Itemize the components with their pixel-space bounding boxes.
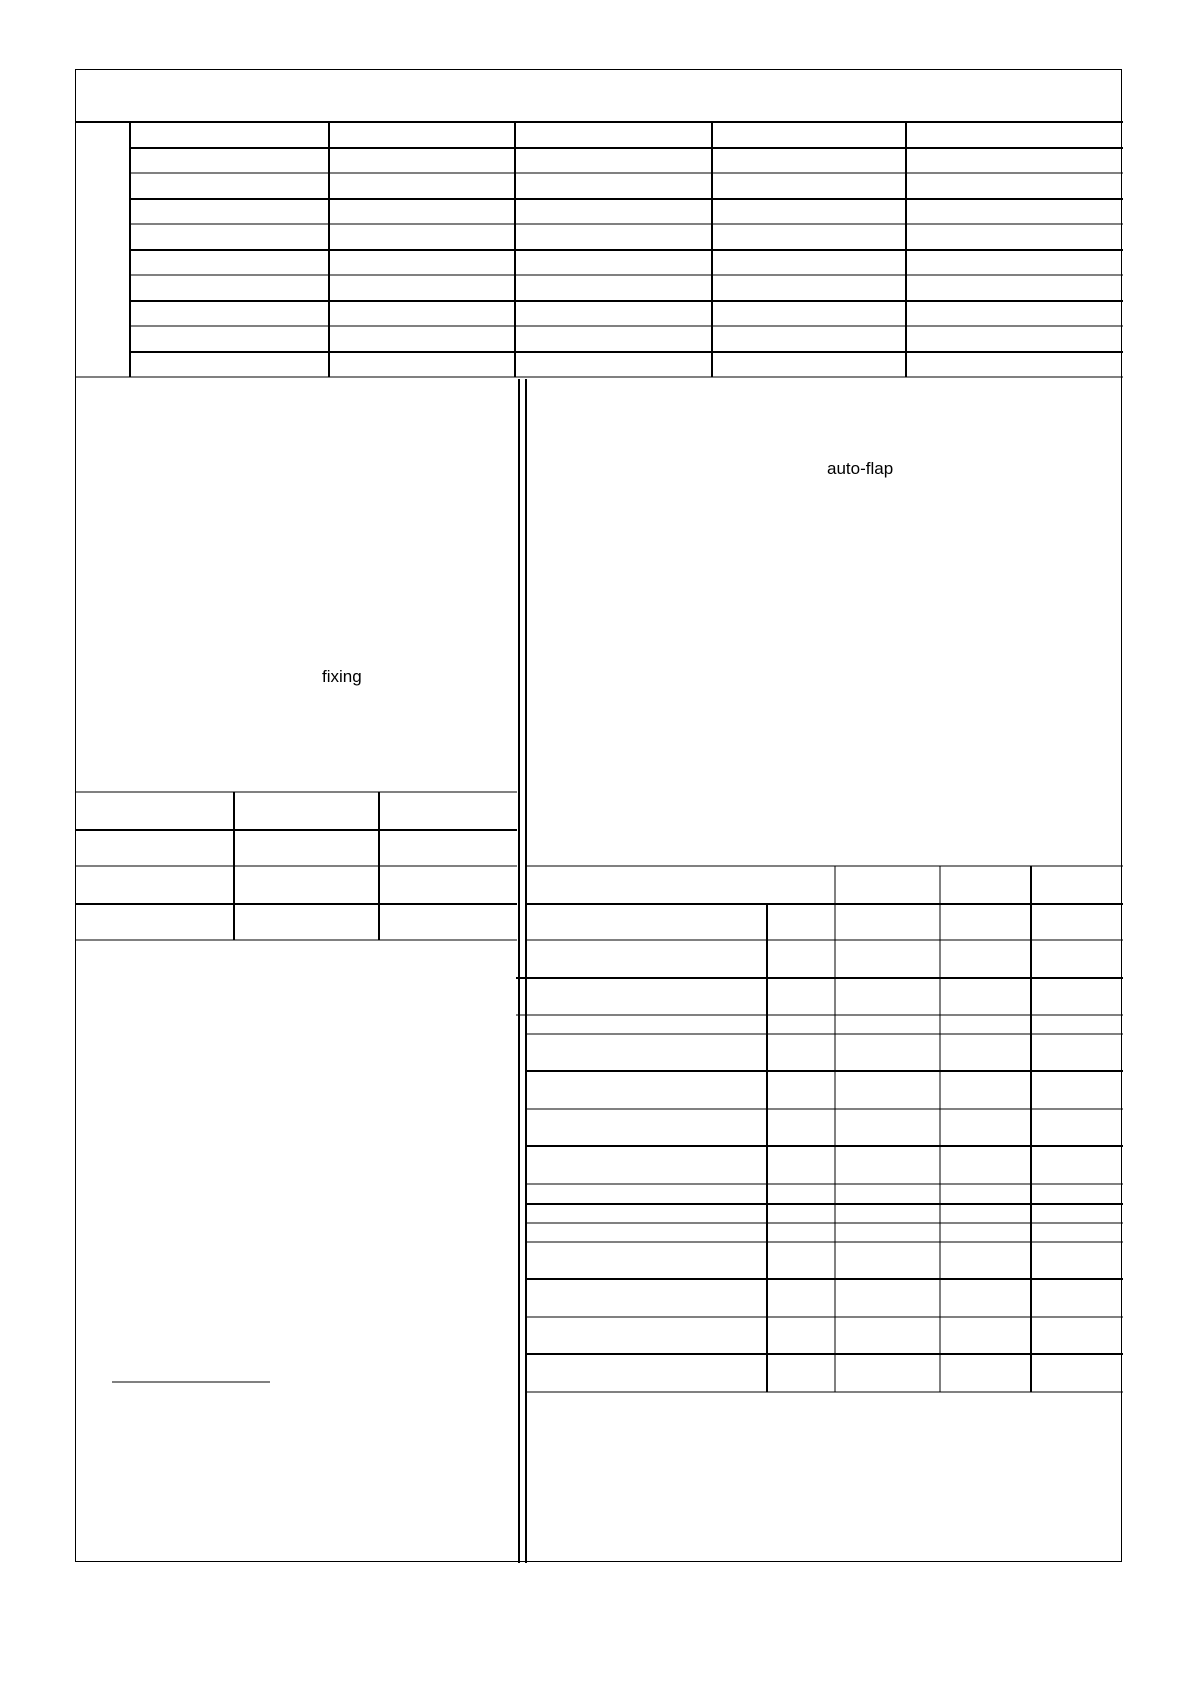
form-grid bbox=[76, 70, 1123, 1563]
panel-divider bbox=[519, 379, 526, 1563]
spec-table bbox=[76, 122, 1123, 377]
fixing-diagram-label: fixing bbox=[322, 667, 362, 686]
right-table bbox=[516, 866, 1123, 1392]
left-small-table bbox=[76, 792, 517, 940]
form-frame bbox=[75, 69, 1122, 1562]
auto-flap-diagram-label: auto-flap bbox=[827, 459, 894, 478]
